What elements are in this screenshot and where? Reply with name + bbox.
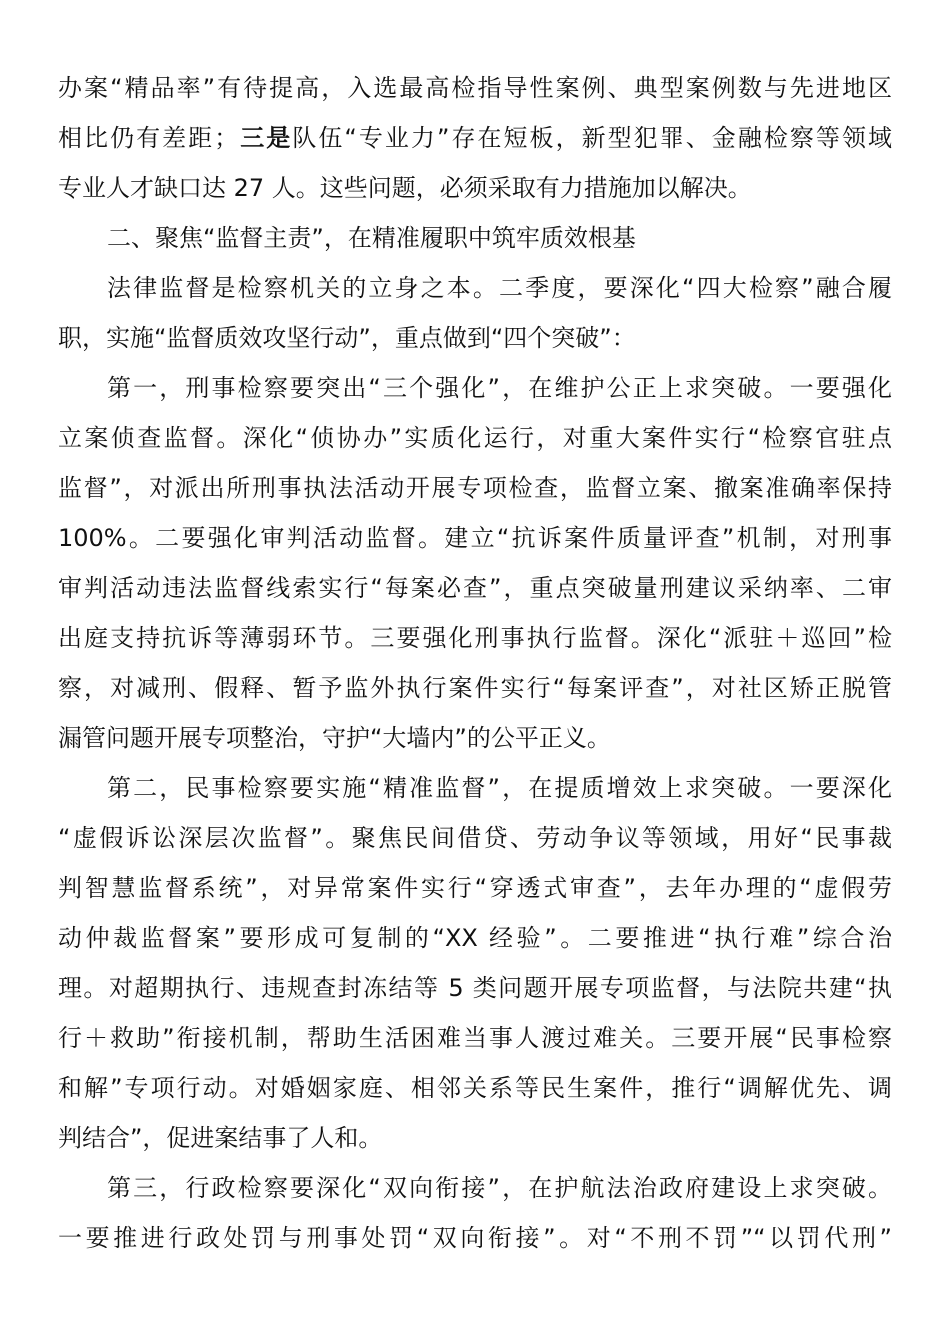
text-run: 理。对超期执行、违规查封冻结等 5 类问题开展专项监督，与法院共建“执 xyxy=(58,974,892,1002)
text-line xyxy=(107,366,892,410)
text-line xyxy=(58,466,892,510)
text-run: 动仲裁监督案”要形成可复制的“XX 经验”。二要推进“执行难”综合治 xyxy=(58,924,892,952)
text-line xyxy=(58,416,892,460)
text-line xyxy=(58,966,892,1010)
text-line xyxy=(58,516,892,560)
text-line xyxy=(107,1166,892,1210)
text-run: 一要推进行政处罚与刑事处罚“双向衔接”。对“不刑不罚”“以罚代刑” xyxy=(58,1224,892,1252)
text-run: 和解”专项行动。对婚姻家庭、相邻关系等民生案件，推行“调解优先、调 xyxy=(58,1074,892,1102)
text-run: 100%。二要强化审判活动监督。建立“抗诉案件质量评查”机制，对刑事 xyxy=(58,524,892,552)
text-run: 专业人才缺口达 27 人。这些问题，必须采取有力措施加以解决。 xyxy=(58,174,752,202)
text-run: 判结合”，促进案结事了人和。 xyxy=(58,1124,383,1152)
text-line xyxy=(58,916,892,960)
text-line xyxy=(58,566,892,610)
text-run: 职，实施“监督质效攻坚行动”，重点做到“四个突破”： xyxy=(58,324,636,352)
text-run: 第二，民事检察要实施“精准监督”，在提质增效上求突破。一要深化 xyxy=(107,774,892,802)
text-run: 察，对减刑、假释、暂予监外执行案件实行“每案评查”，对社区矫正脱管 xyxy=(58,674,892,702)
text-line xyxy=(58,816,892,860)
text-line xyxy=(58,316,892,360)
text-run: 第三，行政检察要深化“双向衔接”，在护航法治政府建设上求突破。 xyxy=(107,1174,892,1202)
text-run: 第一，刑事检察要突出“三个强化”，在维护公正上求突破。一要强化 xyxy=(107,374,892,402)
text-run: 行＋救助”衔接机制，帮助生活困难当事人渡过难关。三要开展“民事检察 xyxy=(58,1024,892,1052)
text-line xyxy=(58,1016,892,1060)
text-line xyxy=(58,866,892,910)
text-run: 监督”，对派出所刑事执法活动开展专项检查，监督立案、撤案准确率保持 xyxy=(58,474,892,502)
text-line xyxy=(107,266,892,310)
bold-text-run: 三是 xyxy=(238,124,293,152)
text-run: 出庭支持抗诉等薄弱环节。三要强化刑事执行监督。深化“派驻＋巡回”检 xyxy=(58,624,892,652)
text-line xyxy=(58,1066,892,1110)
text-line xyxy=(107,766,892,810)
text-run: 相比仍有差距； xyxy=(58,124,239,152)
text-line xyxy=(58,1116,892,1160)
text-run: 法律监督是检察机关的立身之本。二季度，要深化“四大检察”融合履 xyxy=(107,274,892,302)
section-heading xyxy=(107,216,892,260)
text-run: 判智慧监督系统”，对异常案件实行“穿透式审查”，去年办理的“虚假劳 xyxy=(58,874,892,902)
text-line xyxy=(58,166,892,210)
text-run: 漏管问题开展专项整治，守护“大墙内”的公平正义。 xyxy=(58,724,611,752)
text-run: “虚假诉讼深层次监督”。聚焦民间借贷、劳动争议等领域，用好“民事裁 xyxy=(58,824,892,852)
text-run: 立案侦查监督。深化“侦协办”实质化运行，对重大案件实行“检察官驻点 xyxy=(58,424,892,452)
text-line xyxy=(58,1216,892,1260)
text-run: 办案“精品率”有待提高，入选最高检指导性案例、典型案例数与先进地区 xyxy=(58,74,892,102)
heading-text: 二、聚焦“监督主责”，在精准履职中筑牢质效根基 xyxy=(107,224,636,252)
text-line xyxy=(58,666,892,710)
text-run: 队伍“专业力”存在短板，新型犯罪、金融检察等领域 xyxy=(292,124,893,152)
text-line xyxy=(58,716,892,760)
text-line xyxy=(58,616,892,660)
text-line xyxy=(58,66,892,110)
text-line xyxy=(58,116,892,160)
text-run: 审判活动违法监督线索实行“每案必查”，重点突破量刑建议采纳率、二审 xyxy=(58,574,892,602)
